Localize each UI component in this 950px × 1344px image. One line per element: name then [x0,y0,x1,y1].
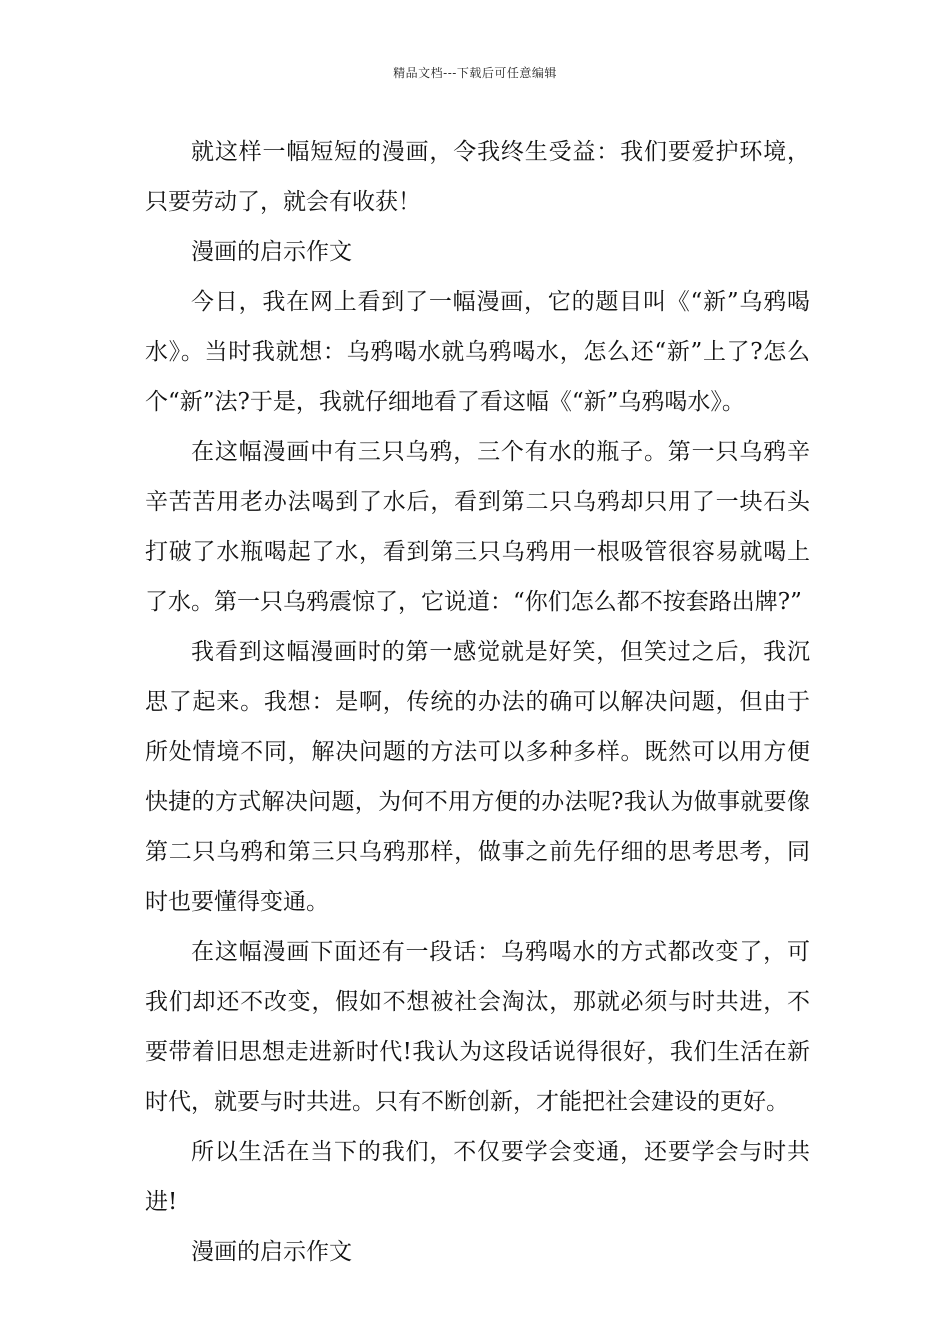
paragraph: 就这样一幅短短的漫画，令我终生受益：我们要爱护环境，只要劳动了，就会有收获！ [145,139,810,215]
paragraph: 我看到这幅漫画时的第一感觉就是好笑，但笑过之后，我沉思了起来。我想：是啊，传统的办法的确可以解决问题，但由于所处情境不同，解决问题的方法可以多种多样。既然可以用方便快捷的方式解决问题，为何不用方便的办法呢?我认为做事就要像第二只乌鸦和第三只乌鸦那样，做事之前先仔细的思考思考，同时也要懂得变通。 [145,639,810,915]
section-title: 漫画的启示作文 [191,239,352,265]
section-title: 漫画的启示作文 [191,1239,352,1265]
document-body [145,127,810,1277]
paragraph: 今日，我在网上看到了一幅漫画，它的题目叫《“新”乌鸦喝水》。当时我就想：乌鸦喝水就乌鸦喝水，怎么还“新”上了?怎么个“新”法?于是，我就仔细地看了看这幅《“新”乌鸦喝水》。 [145,289,810,415]
paragraph: 在这幅漫画中有三只乌鸦，三个有水的瓶子。第一只乌鸦辛辛苦苦用老办法喝到了水后，看到第二只乌鸦却只用了一块石头打破了水瓶喝起了水，看到第三只乌鸦用一根吸管很容易就喝上了水。第一只乌鸦震惊了，它说道：“你们怎么都不按套路出牌?” [145,439,810,615]
page-header: 精品文档---下载后可任意编辑 [393,66,557,80]
paragraph: 所以生活在当下的我们，不仅要学会变通，还要学会与时共进! [145,1139,810,1215]
paragraph: 在这幅漫画下面还有一段话：乌鸦喝水的方式都改变了，可我们却还不改变，假如不想被社会淘汰，那就必须与时共进，不要带着旧思想走进新时代!我认为这段话说得很好，我们生活在新时代，就要与时共进。只有不断创新，才能把社会建设的更好。 [145,939,810,1115]
